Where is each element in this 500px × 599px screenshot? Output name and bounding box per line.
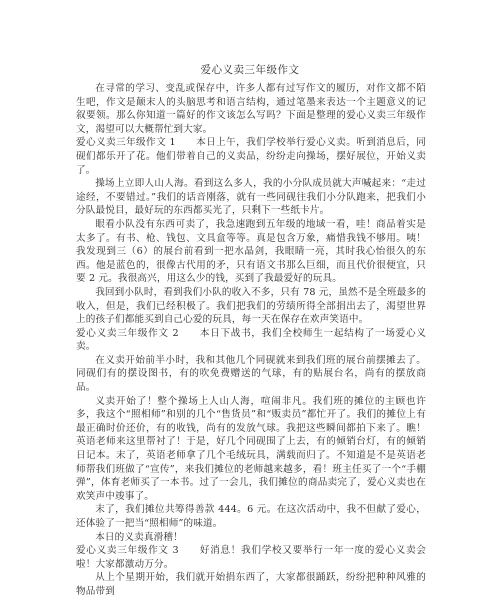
paragraph: 眼看小队没有东西可卖了，我急速跑到五年级的地域一看，哇！商品着实是太多了。有书、枪、钱包、文具盒等等。真是包含万象，痛惜我钱不够用。咦！我发现到三（6）的展台前看到一把水晶剑，我眼睛一亮，其时我心怡很久的东西。他是蓝色的，很像古代用的矛，只有语文书那么巨细，而且代价很便宜，只要 2 元。我很高兴，用这么少的钱，买到了我最爱好的玩具。: [76, 218, 426, 285]
paragraph: 爱心义卖三年级作文 3 好消息！我们学校又要举行一年一度的爱心义卖会啦！大家都激动万分。: [76, 545, 426, 570]
paragraph: 本日的义卖真滑稽！: [95, 531, 183, 543]
document-title: 爱心义卖三年级作文: [200, 64, 300, 76]
paragraph: 在寻常的学习、变乱或保存中，许多人都有过写作文的履历，对作文都不陌生吧，作文是颠末人的头脑思考和语言结构，通过笔墨来表达一个主题意义的记叙要领。那么你知道一篇好的作文该怎么写吗？下面是整理的爱心义卖三年级作文，渴望可以大概帮忙到大家。: [76, 83, 426, 135]
paragraph: 操场上立即人山人海。看到这么多人，我的小分队成员就大声喊起来：“走过途经，不要错过。”我们的话音刚落，就有一些同砚往我们小分队跑来，把我们小分队最悦目，最好玩的东西都买光了，只剩下一些纸卡片。: [76, 178, 426, 217]
paragraph: 在义卖开始前半小时，我和其他几个同砚就来到我们班的展台前摆摊去了。同砚们有的摆设图书，有的吹免费赠送的气球，有的贴展台名，尚有的摆放商品。: [76, 354, 426, 394]
paragraph: 末了，我们摊位共筹得善款 444。6 元。在这次活动中，我不但献了爱心，还体验了一把当“照相师”的味道。: [76, 504, 426, 529]
paragraph: 义卖开始了！整个操场上人山人海，喧闹非凡。我们班的摊位的主顾也许多，我这个“照相师”和别的几个“售货员”和“贩卖员”都忙开了。我们的摊位上有最正确时价还价，有的收钱，尚有的发放气球。我把这些瞬间都拍下来了。瞧！英语老师来这里帮衬了！于是，好几个同砚围了上去，有的倾销台灯，有的倾销日记本。末了，英语老师拿了几个毛绒玩具，满载而归了。不知道是不是英语老师帮我们班做了“宣传”，来我们摊位的老师越来越多，看！班主任买了一个“手棚弹”，体育老师买了一本书。过了一会儿，我们摊位的商品卖完了，爱心义卖也在欢笑声中竣事了。: [76, 395, 426, 502]
document-body: [76, 82, 426, 599]
paragraph: 爱心义卖三年级作文 2 本日下战书，我们全校师生一起结构了一场爱心义卖。: [76, 327, 426, 353]
paragraph: 从上个星期开始，我们就开始捐东西了，大家都很踊跃，纷纷把种种风雅的物品带到: [76, 572, 426, 597]
paragraph: 爱心义卖三年级作文 1 本日上午，我们学校举行爱心义卖。听到消息后，同砚们都乐开了花。他们带着自己的义卖品，纷纷走向操场，摆好展位，开始义卖了。: [76, 137, 426, 176]
paragraph: 我回到小队时，看到我们小队的收入不多，只有 78 元，虽然不是全班最多的收入，但是，我们已经积极了。我们把我们的劳绩所得全部捐出去了，渴望世界上的孩子们都能买到自己心爱的玩具，每一天在保存在欢声笑语中。: [76, 286, 426, 326]
